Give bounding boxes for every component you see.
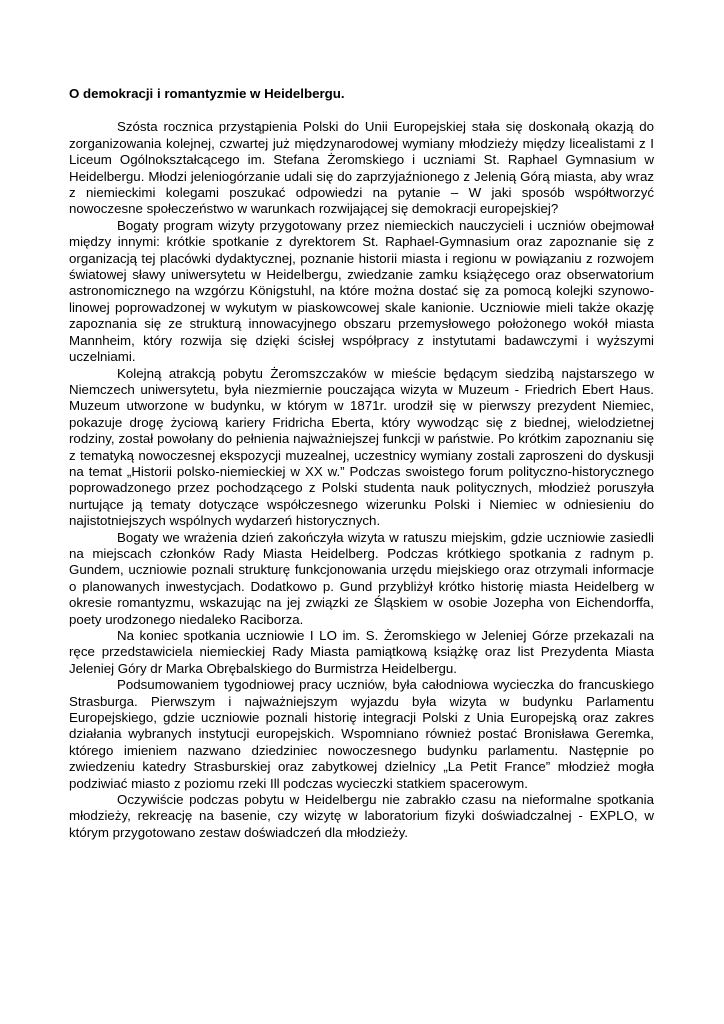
paragraph-6: Podsumowaniem tygodniowej pracy uczniów, była całodniowa wycieczka do francuskiego Strasburga. Pierwszym i najważniejszym wyjazdu była wizyta w budynku Parlamentu Europejskiego, gdzie uczniowie poznali historię integracji Polski z Unia Europejską oraz zakres działania wybranych instytucji europejskich. Wspomniano również postać Bronisława Geremka, którego imieniem nazwano dziedziniec nowoczesnego budynku parlamentu. Następnie po zwiedzeniu katedry Strasburskiej oraz zabytkowej dzielnicy „La Petit France” młodzież mogła podziwiać miasto z poziomu rzeki Ill podczas wycieczki statkiem spacerowym. bbox=[69, 677, 654, 791]
paragraph-4: Bogaty we wrażenia dzień zakończyła wizyta w ratuszu miejskim, gdzie uczniowie zasiedli na miejscach członków Rady Miasta Heidelberg. Podczas krótkiego spotkania z radnym p. Gundem, uczniowie poznali strukturę funkcjonowania urzędu miejskiego oraz otrzymali informacje o planowanych inwestycjach. Dodatkowo p. Gund przybliżył krótko historię miasta Heidelberg w okresie romantyzmu, wskazując na jej związki ze Śląskiem w osobie Jozepha von Eichendorffa, poety urodzonego niedaleko Raciborza. bbox=[69, 529, 654, 627]
paragraph-3: Kolejną atrakcją pobytu Żeromszczaków w mieście będącym siedzibą najstarszego w Niemczech uniwersytetu, była niezmiernie pouczająca wizyta w Muzeum - Friedrich Ebert Haus. Muzeum utworzone w budynku, w którym w 1871r. urodził się w pierwszy prezydent Niemiec, pokazuje drogę życiową kariery Fridricha Eberta, który wywodząc się z biednej, wielodzietnej rodziny, został powołany do pełnienia najważniejszej funkcji w państwie. Po krótkim zapoznaniu się z tematyką nowoczesnej ekspozycji muzealnej, uczestnicy wymiany zostali zaproszeni do dyskusji na temat „Historii polsko-niemieckiej w XX w.” Podczas swoistego forum polityczno-historycznego poprowadzonego przez pochodzącego z Polski studenta nauk politycznych, młodzież poruszyła nurtujące ją tematy dotyczące współczesnego wizerunku Polski i Niemiec w odniesieniu do najistotniejszych wspólnych wydarzeń historycznych. bbox=[69, 365, 654, 529]
paragraph-5: Na koniec spotkania uczniowie I LO im. S. Żeromskiego w Jeleniej Górze przekazali na ręce przedstawiciela niemieckiej Rady Miasta pamiątkową książkę oraz list Prezydenta Miasta Jeleniej Góry dr Marka Obrębalskiego do Burmistrza Heidelbergu. bbox=[69, 628, 654, 676]
paragraph-2: Bogaty program wizyty przygotowany przez niemieckich nauczycieli i uczniów obejmował między innymi: krótkie spotkanie z dyrektorem St. Raphael-Gymnasium oraz zapoznanie się z organizacją tej placówki dydaktycznej, poznanie historii miasta i regionu w powiązaniu z rozwojem światowej sławy uniwersytetu w Heidelbergu, zwiedzanie zamku książęcego oraz obserwatorium astronomicznego na wzgórzu Königstuhl, na które można dostać się za pomocą kolejki szynowo-linowej poprowadzonej w wykutym w piaskowcowej skale kanionie. Uczniowie mieli także okazję zapoznania się ze strukturą innowacyjnego obszaru przemysłowego położonego wokół miasta Mannheim, który rozwija się dzięki ścisłej współpracy z instytutami badawczymi i wyższymi uczelniami. bbox=[69, 217, 654, 365]
document-title: O demokracji i romantyzmie w Heidelbergu. bbox=[69, 86, 345, 101]
document-page bbox=[69, 86, 654, 841]
paragraph-1: Szósta rocznica przystąpienia Polski do Unii Europejskiej stała się doskonałą okazją do zorganizowania kolejnej, czwartej już międzynarodowej wymiany młodzieży między licealistami z I Liceum Ogólnokształcącego im. Stefana Żeromskiego i uczniami St. Raphael Gymnasium w Heidelbergu. Młodzi jeleniogórzanie udali się do zaprzyjaźnionego z Jelenią Górą miasta, aby wraz z niemieckimi kolegami poszukać odpowiedzi na pytanie – W jaki sposób współtworzyć nowoczesne społeczeństwo w warunkach rozwijającej się demokracji europejskiej? bbox=[69, 119, 654, 217]
paragraph-7: Oczywiście podczas pobytu w Heidelbergu nie zabrakło czasu na nieformalne spotkania młodzieży, rekreację na basenie, czy wizytę w laboratorium fizyki doświadczalnej - EXPLO, w którym przygotowano zestaw doświadczeń dla młodzieży. bbox=[69, 792, 654, 840]
